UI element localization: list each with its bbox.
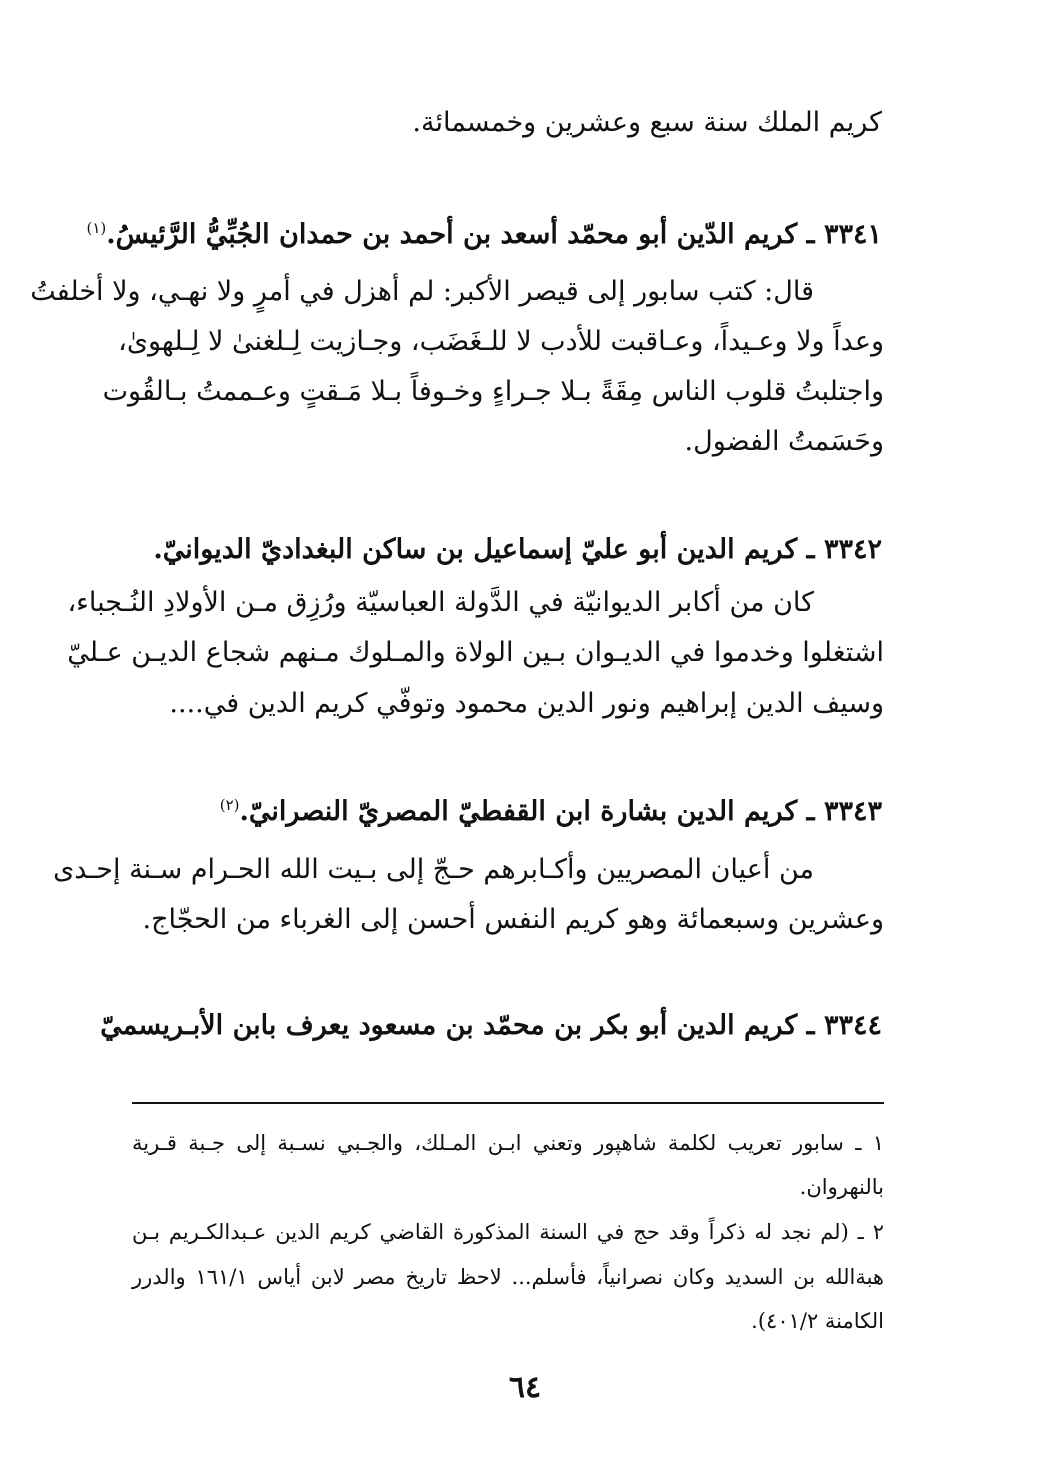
entry-heading-text: ٣٣٤١ ـ كريم الدّين أبو محمّد أسعد بن أحمد بن حمدان الجُبِّيُّ الرَّئيسُ.: [106, 219, 882, 250]
footnote-line: ٢ ـ (لم نجد له ذكراً وقد حج في السنة المذكورة القاضي كريم الدين عـبدالكـريم بـن: [132, 1220, 884, 1244]
footnote-line: الكامنة ٤٠١/٢).: [751, 1309, 884, 1333]
entry-text-line: وسيف الدين إبراهيم ونور الدين محمود وتوفّي كريم الدين في....: [169, 688, 884, 719]
footnote-line: هبةالله بن السديد وكان نصرانياً، فأسلم... لاحظ تاريخ مصر لابن أياس ١٦١/١ والدرر: [132, 1265, 884, 1289]
entry-text-line: وحَسَمتُ الفضول.: [684, 426, 884, 457]
footnote-separator: [132, 1102, 884, 1104]
entry-text-line: وعشرين وسبعمائة وهو كريم النفس أحسن إلى الغرباء من الحجّاج.: [142, 904, 884, 935]
page-number: ٦٤: [508, 1370, 542, 1405]
entry-heading-3341: [86, 215, 882, 255]
entry-text-line: كان من أكابر الديوانيّة في الدَّولة العباسيّة ورُزِق مـن الأولادِ النُـجباء،: [67, 587, 814, 618]
entry-heading-3344: ٣٣٤٤ ـ كريم الدين أبو بكر بن محمّد بن مسعود يعرف بابن الأبـريسميّ: [100, 1010, 882, 1041]
footnote-ref-1: (١): [86, 219, 107, 237]
intro-line: كريم الملك سنة سبع وعشرين وخمسمائة.: [412, 107, 882, 138]
entry-heading-3342: ٣٣٤٢ ـ كريم الدين أبو عليّ إسماعيل بن ساكن البغداديّ الديوانيّ.: [153, 534, 882, 565]
entry-text-line: قال: كتب سابور إلى قيصر الأكبر: لم أهزل في أمرٍ ولا نهـي، ولا أخلفتُ: [30, 276, 814, 307]
footnote-line: ١ ـ سابور تعريب لكلمة شاهپور وتعني ابـن المـلك، والجـبي نسـبة إلى جـبة قـرية: [132, 1131, 884, 1155]
entry-text-line: اشتغلوا وخدموا في الديـوان بـين الولاة والمـلوك مـنهم شجاع الديـن عـليّ: [67, 637, 884, 668]
entry-text-line: واجتلبتُ قلوب الناس مِقَةً بـلا جـراءٍ وخـوفاً بـلا مَـقتٍ وعـممتُ بـالقُوت: [102, 376, 884, 407]
entry-heading-3343: [219, 792, 882, 832]
entry-text-line: من أعيان المصريين وأكـابرهم حـجّ إلى بـيت الله الحـرام سـنة إحـدى: [53, 854, 814, 885]
footnote-ref-2: (٢): [219, 796, 240, 814]
footnote-line: بالنهروان.: [799, 1175, 884, 1199]
entry-text-line: وعداً ولا وعـيداً، وعـاقبت للأدب لا للـغَضَب، وجـازيت لِـلغنىٰ لا لِـلهوىٰ،: [118, 326, 884, 357]
entry-heading-text: ٣٣٤٣ ـ كريم الدين بشارة ابن القفطيّ المصريّ النصرانيّ.: [239, 796, 882, 827]
